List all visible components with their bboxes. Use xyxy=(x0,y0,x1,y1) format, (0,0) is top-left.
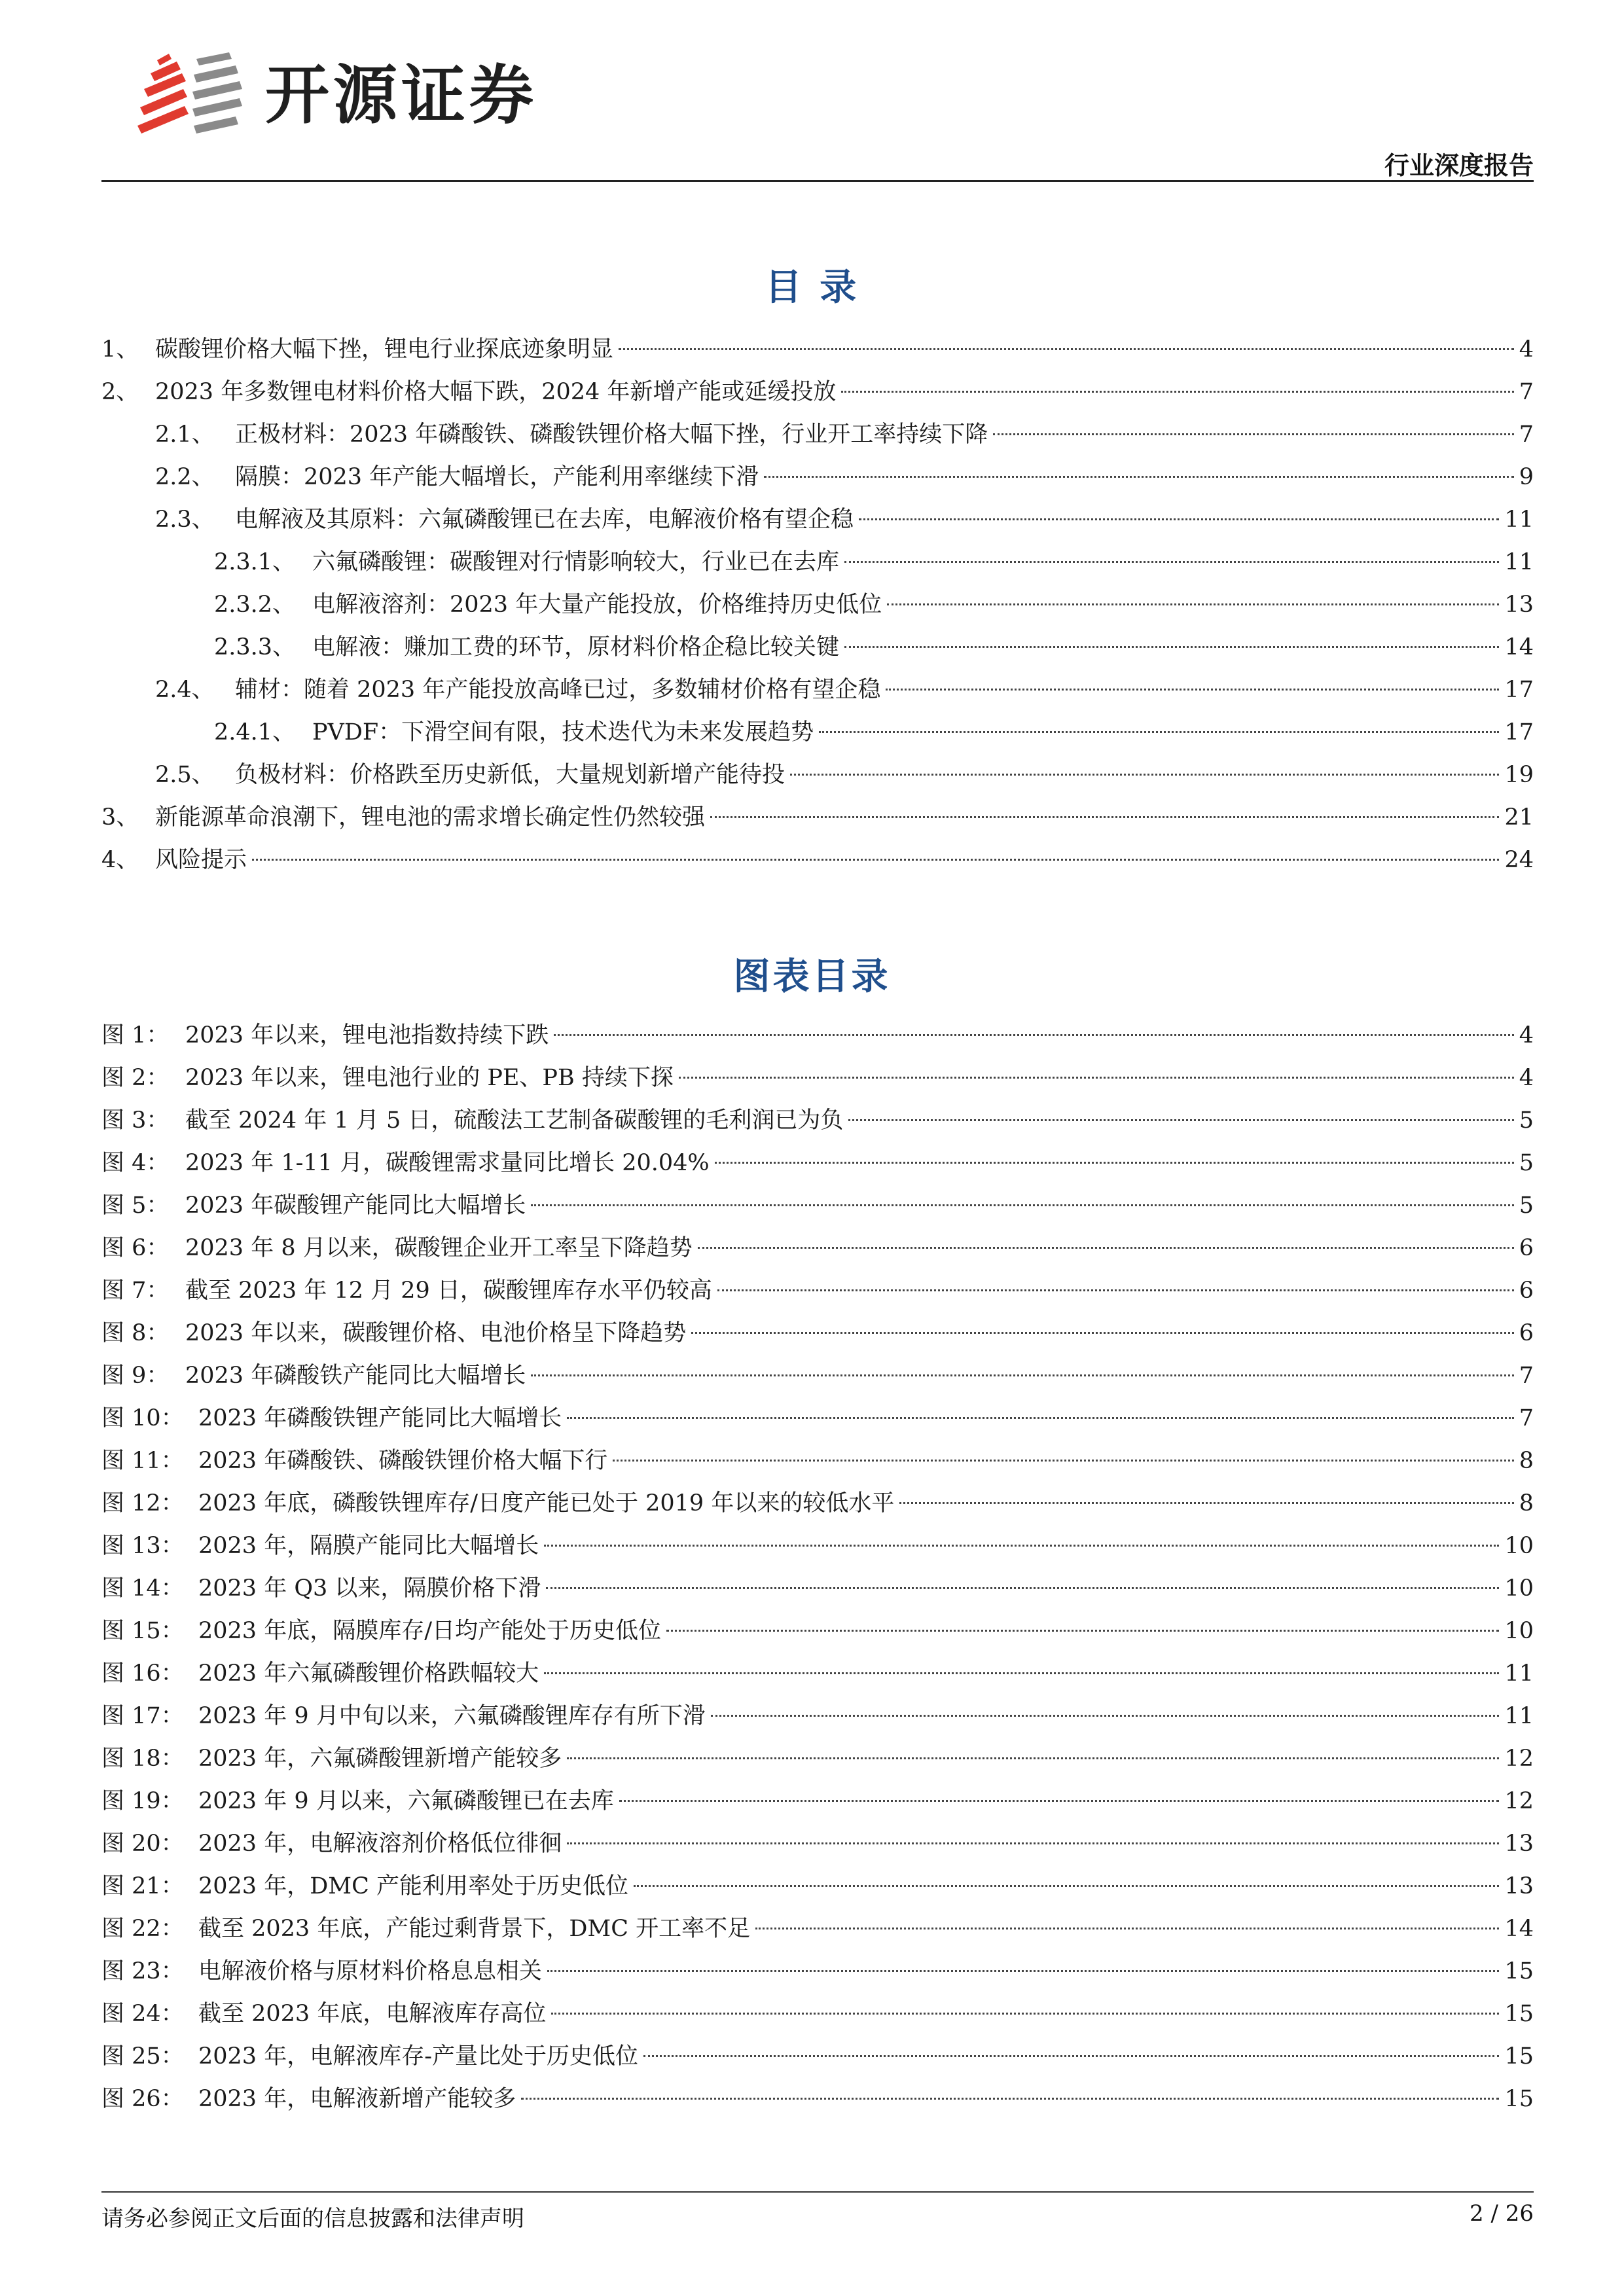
figure-entry-page-number: 5 xyxy=(1519,1193,1534,1219)
figure-entry[interactable] xyxy=(101,1742,1534,1776)
toc-entry[interactable] xyxy=(101,332,1534,367)
figures-title: 图表目录 xyxy=(733,956,891,998)
toc-entry-number: 2.4、 xyxy=(155,677,215,703)
figure-entry-page-number: 5 xyxy=(1519,1107,1534,1134)
dot-leader xyxy=(643,2055,1499,2057)
toc-entry-page-number: 17 xyxy=(1504,677,1534,703)
figure-entry-title: 2023 年六氟磷酸锂价格跌幅较大 xyxy=(198,1660,539,1687)
figure-entry-page-number: 10 xyxy=(1504,1533,1534,1559)
figure-entry-title: 2023 年底，隔膜库存/日均产能处于历史低位 xyxy=(198,1618,661,1644)
figure-entry-title: 2023 年，六氟磷酸锂新增产能较多 xyxy=(198,1746,562,1772)
figure-entry-page-number: 11 xyxy=(1504,1703,1534,1729)
toc-entry[interactable] xyxy=(101,843,1534,877)
toc-entry[interactable] xyxy=(101,588,1534,622)
dot-leader xyxy=(544,1672,1499,1674)
figure-entry-number: 图 2： xyxy=(101,1065,170,1091)
figure-entry-title: 2023 年 1-11 月，碳酸锂需求量同比增长 20.04% xyxy=(185,1150,710,1176)
toc-entry-title: PVDF：下滑空间有限，技术迭代为未来发展趋势 xyxy=(312,719,814,745)
figure-entry[interactable] xyxy=(101,1827,1534,1861)
dot-leader xyxy=(531,1204,1514,1206)
dot-leader xyxy=(899,1502,1513,1504)
toc-entry-page-number: 7 xyxy=(1519,422,1534,448)
figure-entry[interactable] xyxy=(101,1529,1534,1563)
toc-entry-title: 新能源革命浪潮下，锂电池的需求增长确定性仍然较强 xyxy=(155,804,706,831)
dot-leader xyxy=(547,1970,1499,1972)
figure-entry[interactable] xyxy=(101,1189,1534,1223)
figure-entry[interactable] xyxy=(101,1274,1534,1308)
figure-entry-number: 图 18： xyxy=(101,1746,184,1772)
dot-leader xyxy=(715,1162,1514,1164)
figure-entry-number: 图 4： xyxy=(101,1150,170,1176)
figure-entry-title: 截至 2023 年底，电解液库存高位 xyxy=(198,2001,547,2027)
figure-entry-number: 图 25： xyxy=(101,2043,184,2070)
toc-entry-title: 风险提示 xyxy=(155,847,247,873)
toc-entry-title: 辅材：随着 2023 年产能投放高峰已过，多数辅材价格有望企稳 xyxy=(235,677,881,703)
figure-entry-number: 图 10： xyxy=(101,1405,184,1431)
toc-entry-page-number: 11 xyxy=(1504,507,1534,533)
toc-entry[interactable] xyxy=(101,375,1534,409)
dot-leader xyxy=(521,2098,1499,2100)
figure-entry-title: 2023 年，电解液溶剂价格低位徘徊 xyxy=(198,1831,562,1857)
figure-entry-title: 截至 2023 年底，产能过剩背景下，DMC 开工率不足 xyxy=(198,1916,751,1942)
dot-leader xyxy=(841,391,1513,393)
figure-entry-page-number: 8 xyxy=(1519,1490,1534,1516)
toc-title: 目 录 xyxy=(765,266,859,309)
figure-entry-page-number: 7 xyxy=(1519,1363,1534,1389)
figure-entry-number: 图 21： xyxy=(101,1873,184,1899)
figure-entry[interactable] xyxy=(101,1018,1534,1052)
dot-leader xyxy=(717,1289,1514,1291)
dot-leader xyxy=(886,689,1499,691)
dot-leader xyxy=(551,2013,1499,2015)
toc-entry-title: 电解液及其原料：六氟磷酸锂已在去库，电解液价格有望企稳 xyxy=(235,507,854,533)
figure-entry[interactable] xyxy=(101,1571,1534,1605)
toc-entry-number: 1、 xyxy=(101,336,139,363)
figure-entry-page-number: 12 xyxy=(1504,1746,1534,1772)
figure-entry[interactable] xyxy=(101,1784,1534,1818)
figure-entry-title: 2023 年磷酸铁、磷酸铁锂价格大幅下行 xyxy=(198,1448,608,1474)
dot-leader xyxy=(698,1247,1514,1249)
figure-entry[interactable] xyxy=(101,1444,1534,1478)
dot-leader xyxy=(711,1715,1500,1717)
figure-entry-number: 图 23： xyxy=(101,1958,184,1984)
toc-entry-title: 正极材料：2023 年磷酸铁、磷酸铁锂价格大幅下挫，行业开工率持续下降 xyxy=(235,422,988,448)
toc-entry-page-number: 24 xyxy=(1504,847,1534,873)
figure-entry-number: 图 20： xyxy=(101,1831,184,1857)
dot-leader xyxy=(567,1417,1514,1419)
toc-entry-page-number: 14 xyxy=(1504,634,1534,660)
figure-entry-page-number: 15 xyxy=(1504,2001,1534,2027)
figure-entry-title: 截至 2024 年 1 月 5 日，硫酸法工艺制备碳酸锂的毛利润已为负 xyxy=(185,1107,844,1134)
figure-entry-page-number: 12 xyxy=(1504,1788,1534,1814)
toc-entry-number: 2.3、 xyxy=(155,507,215,533)
figure-entry[interactable] xyxy=(101,2082,1534,2116)
figure-entry-title: 2023 年底，磷酸铁锂库存/日度产能已处于 2019 年以来的较低水平 xyxy=(198,1490,895,1516)
toc-entry-page-number: 4 xyxy=(1519,336,1534,363)
toc-entry[interactable] xyxy=(101,460,1534,494)
figure-entry-number: 图 11： xyxy=(101,1448,184,1474)
figure-entry-page-number: 7 xyxy=(1519,1405,1534,1431)
dot-leader xyxy=(634,1885,1499,1887)
figure-entry-page-number: 6 xyxy=(1519,1278,1534,1304)
figure-entry-number: 图 22： xyxy=(101,1916,184,1942)
figure-entry-number: 图 5： xyxy=(101,1193,170,1219)
toc-entry[interactable] xyxy=(101,715,1534,749)
dot-leader xyxy=(819,731,1499,733)
toc-entry-page-number: 21 xyxy=(1504,804,1534,831)
toc-entry-number: 4、 xyxy=(101,847,139,873)
company-logo xyxy=(131,47,615,145)
figure-entry-page-number: 10 xyxy=(1504,1575,1534,1602)
figure-entry[interactable] xyxy=(101,1061,1534,1095)
dot-leader xyxy=(619,348,1514,350)
toc-entry-page-number: 19 xyxy=(1504,762,1534,788)
figure-entry-page-number: 6 xyxy=(1519,1320,1534,1346)
dot-leader xyxy=(252,859,1499,861)
brand-name: 开源证券 xyxy=(265,58,538,133)
figure-entry[interactable] xyxy=(101,1869,1534,1903)
figure-entry-title: 2023 年碳酸锂产能同比大幅增长 xyxy=(185,1193,526,1219)
toc-entry-page-number: 17 xyxy=(1504,719,1534,745)
figure-entry-number: 图 9： xyxy=(101,1363,170,1389)
figure-entry-title: 截至 2023 年 12 月 29 日，碳酸锂库存水平仍较高 xyxy=(185,1278,712,1304)
figure-entry-number: 图 19： xyxy=(101,1788,184,1814)
dot-leader xyxy=(567,1842,1499,1844)
header-divider xyxy=(101,180,1534,182)
figure-entry-number: 图 24： xyxy=(101,2001,184,2027)
dot-leader xyxy=(679,1077,1514,1079)
toc-entry[interactable] xyxy=(101,503,1534,537)
dot-leader xyxy=(859,518,1499,520)
dot-leader xyxy=(887,603,1499,605)
figure-entry-page-number: 14 xyxy=(1504,1916,1534,1942)
figure-entry-page-number: 4 xyxy=(1519,1065,1534,1091)
figure-entry-number: 图 13： xyxy=(101,1533,184,1559)
toc-entry-page-number: 13 xyxy=(1504,592,1534,618)
figure-entry-number: 图 12： xyxy=(101,1490,184,1516)
figure-entry-title: 2023 年，电解液新增产能较多 xyxy=(198,2086,516,2112)
toc-entry-number: 2.4.1、 xyxy=(214,719,296,745)
dot-leader xyxy=(619,1800,1500,1802)
figure-entry[interactable] xyxy=(101,1401,1534,1435)
figure-entry-page-number: 13 xyxy=(1504,1873,1534,1899)
figure-entry-title: 2023 年 9 月中旬以来，六氟磷酸锂库存有所下滑 xyxy=(198,1703,706,1729)
footer-disclaimer: 请务必参阅正文后面的信息披露和法律声明 xyxy=(101,2206,524,2232)
dot-leader xyxy=(710,816,1499,818)
toc-entry[interactable] xyxy=(101,800,1534,834)
figure-entry-number: 图 16： xyxy=(101,1660,184,1687)
figure-entry-number: 图 17： xyxy=(101,1703,184,1729)
figure-entry-number: 图 1： xyxy=(101,1022,170,1049)
figure-entry[interactable] xyxy=(101,1231,1534,1265)
figure-entry-page-number: 6 xyxy=(1519,1235,1534,1261)
figure-entry-page-number: 4 xyxy=(1519,1022,1534,1049)
figure-entry-number: 图 7： xyxy=(101,1278,170,1304)
figure-entry-page-number: 13 xyxy=(1504,1831,1534,1857)
footer-divider xyxy=(101,2191,1534,2193)
figure-entry-title: 2023 年磷酸铁锂产能同比大幅增长 xyxy=(198,1405,562,1431)
toc-entry[interactable] xyxy=(101,418,1534,452)
figure-entry-number: 图 3： xyxy=(101,1107,170,1134)
dot-leader xyxy=(613,1460,1514,1462)
figure-entry-number: 图 6： xyxy=(101,1235,170,1261)
dot-leader xyxy=(544,1545,1499,1547)
figure-entry-title: 2023 年 9 月以来，六氟磷酸锂已在去库 xyxy=(198,1788,614,1814)
figure-entry-title: 2023 年以来，锂电池行业的 PE、PB 持续下探 xyxy=(185,1065,674,1091)
dot-leader xyxy=(554,1034,1514,1036)
dot-leader xyxy=(546,1587,1499,1589)
figure-entry-number: 图 15： xyxy=(101,1618,184,1644)
figure-entry-page-number: 5 xyxy=(1519,1150,1534,1176)
figure-entry-title: 2023 年 8 月以来，碳酸锂企业开工率呈下降趋势 xyxy=(185,1235,693,1261)
figure-entry-title: 2023 年，隔膜产能同比大幅增长 xyxy=(198,1533,539,1559)
figure-entry[interactable] xyxy=(101,1997,1534,2031)
toc-entry-title: 隔膜：2023 年产能大幅增长，产能利用率继续下滑 xyxy=(235,464,759,490)
figure-entry-page-number: 10 xyxy=(1504,1618,1534,1644)
toc-entry-page-number: 11 xyxy=(1504,549,1534,575)
figure-entry-title: 2023 年 Q3 以来，隔膜价格下滑 xyxy=(198,1575,541,1602)
toc-entry[interactable] xyxy=(101,545,1534,579)
figure-entry[interactable] xyxy=(101,1912,1534,1946)
toc-entry[interactable] xyxy=(101,758,1534,792)
figure-entry[interactable] xyxy=(101,1316,1534,1350)
figure-entry-title: 2023 年磷酸铁产能同比大幅增长 xyxy=(185,1363,526,1389)
figure-entry[interactable] xyxy=(101,1657,1534,1691)
figure-entry-page-number: 11 xyxy=(1504,1660,1534,1687)
figure-entry-page-number: 15 xyxy=(1504,2043,1534,2070)
toc-entry-number: 2.5、 xyxy=(155,762,215,788)
toc-entry-number: 2.1、 xyxy=(155,422,215,448)
toc-entry-title: 六氟磷酸锂：碳酸锂对行情影响较大，行业已在去库 xyxy=(312,549,840,575)
toc-entry-number: 2、 xyxy=(101,379,139,405)
page-indicator: 2 / 26 xyxy=(1470,2200,1534,2227)
dot-leader xyxy=(764,476,1514,478)
figure-entry-title: 2023 年以来，锂电池指数持续下跌 xyxy=(185,1022,549,1049)
figure-entry[interactable] xyxy=(101,1359,1534,1393)
toc-entry-title: 电解液溶剂：2023 年大量产能投放，价格维持历史低位 xyxy=(312,592,882,618)
dot-leader xyxy=(790,774,1499,776)
dot-leader xyxy=(567,1757,1499,1759)
figure-entry-number: 图 26： xyxy=(101,2086,184,2112)
dot-leader xyxy=(755,1928,1499,1929)
dot-leader xyxy=(844,561,1499,563)
figure-entry-title: 电解液价格与原材料价格息息相关 xyxy=(198,1958,543,1984)
toc-entry-number: 2.3.2、 xyxy=(214,592,296,618)
dot-leader xyxy=(993,433,1514,435)
dot-leader xyxy=(844,646,1499,648)
dot-leader xyxy=(691,1332,1514,1334)
figure-entry[interactable] xyxy=(101,1103,1534,1138)
figure-entry-title: 2023 年，DMC 产能利用率处于历史低位 xyxy=(198,1873,629,1899)
figure-entry-number: 图 14： xyxy=(101,1575,184,1602)
toc-entry-number: 2.3.3、 xyxy=(214,634,296,660)
figure-entry-page-number: 15 xyxy=(1504,2086,1534,2112)
figure-entry[interactable] xyxy=(101,1486,1534,1520)
figure-entry-page-number: 8 xyxy=(1519,1448,1534,1474)
dot-leader xyxy=(666,1630,1499,1632)
toc-entry-title: 2023 年多数锂电材料价格大幅下跌，2024 年新增产能或延缓投放 xyxy=(155,379,837,405)
toc-entry-number: 3、 xyxy=(101,804,139,831)
toc-entry-title: 负极材料：价格跌至历史新低，大量规划新增产能待投 xyxy=(235,762,785,788)
toc-entry-page-number: 9 xyxy=(1519,464,1534,490)
dot-leader xyxy=(848,1119,1513,1121)
figure-entry[interactable] xyxy=(101,1699,1534,1733)
figure-entry-title: 2023 年，电解液库存-产量比处于历史低位 xyxy=(198,2043,639,2070)
figure-entry-page-number: 15 xyxy=(1504,1958,1534,1984)
toc-entry-number: 2.3.1、 xyxy=(214,549,296,575)
dot-leader xyxy=(531,1374,1514,1376)
figure-entry[interactable] xyxy=(101,1614,1534,1648)
report-type-label: 行业深度报告 xyxy=(1384,151,1534,180)
figure-entry-title: 2023 年以来，碳酸锂价格、电池价格呈下降趋势 xyxy=(185,1320,687,1346)
toc-entry-page-number: 7 xyxy=(1519,379,1534,405)
toc-entry[interactable] xyxy=(101,630,1534,664)
toc-entry-number: 2.2、 xyxy=(155,464,215,490)
figure-entry[interactable] xyxy=(101,2039,1534,2073)
toc-entry[interactable] xyxy=(101,673,1534,707)
toc-entry-title: 电解液：赚加工费的环节，原材料价格企稳比较关键 xyxy=(312,634,840,660)
figure-entry[interactable] xyxy=(101,1954,1534,1988)
brand-logo-icon xyxy=(131,47,249,145)
figure-entry[interactable] xyxy=(101,1146,1534,1180)
figure-entry-number: 图 8： xyxy=(101,1320,170,1346)
toc-entry-title: 碳酸锂价格大幅下挫，锂电行业探底迹象明显 xyxy=(155,336,614,363)
